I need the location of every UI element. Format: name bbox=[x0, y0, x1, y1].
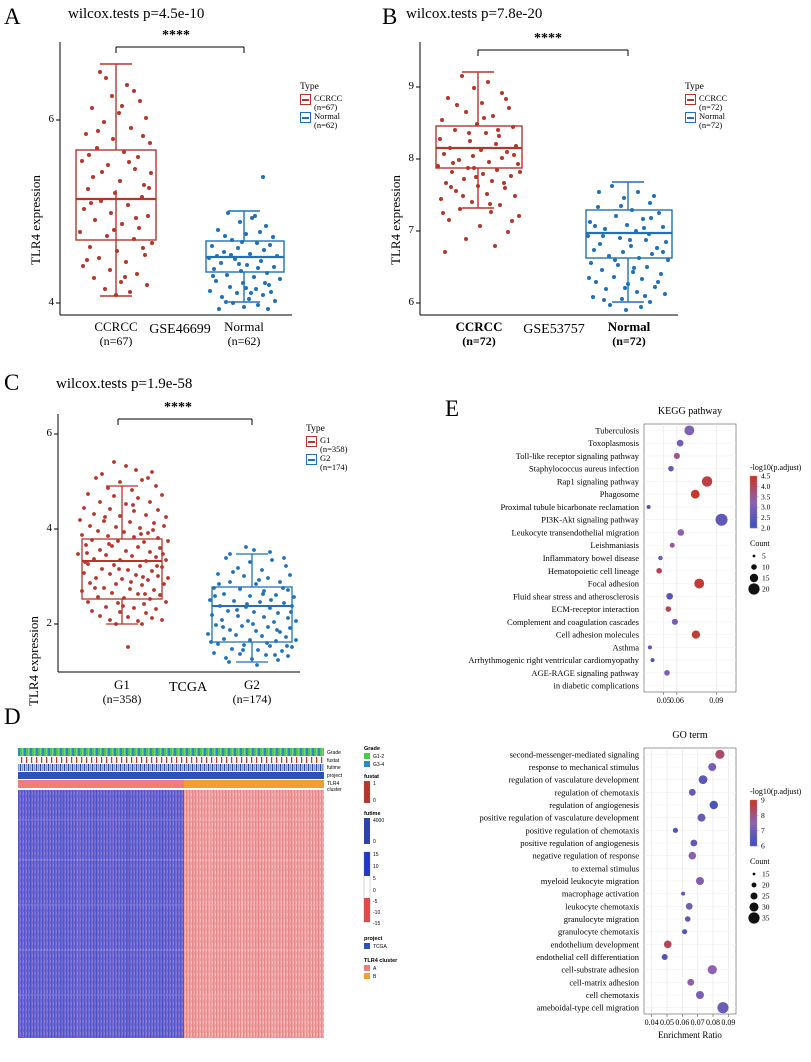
panel-a-cat-0-sub: (n=67) bbox=[99, 334, 133, 348]
panel-b-legend-item-0 bbox=[685, 94, 727, 111]
svg-text:Grade: Grade bbox=[364, 746, 380, 752]
panel-b-legend-label-0: CCRCC bbox=[699, 93, 728, 103]
panel-b-ytick-0: 6 bbox=[408, 296, 414, 308]
go-svg-dot bbox=[690, 840, 697, 847]
go-svg-dot bbox=[686, 903, 693, 910]
svg-text:-10: -10 bbox=[373, 910, 381, 916]
panel-c-cat-1-sub: (n=174) bbox=[232, 692, 272, 706]
svg-text:1: 1 bbox=[373, 781, 376, 787]
panel-c bbox=[0, 362, 440, 722]
kegg-svg-term-label: Asthma bbox=[612, 642, 639, 653]
go-svg-dot bbox=[673, 828, 678, 833]
panel-c-legend-item-1 bbox=[306, 454, 347, 471]
panel-c-middle-label: TCGA bbox=[168, 680, 208, 695]
go-svg-term-label: cell-substrate adhesion bbox=[561, 964, 639, 975]
panel-c-significance: **** bbox=[164, 400, 192, 415]
go-svg-dot bbox=[699, 775, 708, 784]
legend-key-g1 bbox=[306, 436, 317, 447]
go-svg-size-key bbox=[752, 883, 757, 888]
kegg-svg-dot bbox=[702, 476, 712, 486]
go-svg-xtick: 0.04 bbox=[644, 1018, 659, 1027]
panel-c-letter: C bbox=[4, 370, 20, 395]
kegg-svg-term-label: AGE-RAGE signaling pathway bbox=[531, 667, 639, 678]
svg-text:project: project bbox=[364, 936, 383, 942]
go-svg-dot bbox=[681, 892, 685, 896]
panel-b-legend-sub-1: (n=72) bbox=[699, 119, 723, 130]
go-svg-term-label: ameboidal-type cell migration bbox=[536, 1002, 639, 1013]
panel-b-legend-label-1: Normal bbox=[699, 111, 725, 121]
kegg-svg-size-tick: 20 bbox=[762, 584, 770, 594]
kegg-svg-dot bbox=[656, 568, 662, 574]
track-label-fustat: fustat bbox=[327, 758, 340, 764]
kegg-svg-term-label: Staphylococcus aureus infection bbox=[529, 463, 639, 474]
go-dotplot bbox=[440, 722, 811, 1062]
panel-b-ytick-1: 7 bbox=[408, 224, 414, 236]
kegg-svg-dot bbox=[691, 490, 700, 499]
panel-b-cat-0: CCRCC bbox=[455, 319, 503, 334]
kegg-svg-dot bbox=[666, 593, 673, 600]
kegg-svg-xtick: 0.09 bbox=[709, 696, 724, 705]
panel-a-ytick-1: 6 bbox=[48, 113, 54, 125]
kegg-svg-color-tick: 3.5 bbox=[761, 492, 771, 502]
kegg-svg-color-tick: 4.0 bbox=[761, 481, 771, 491]
go-svg-xtick: 0.09 bbox=[721, 1018, 736, 1027]
kegg-svg-xtick: 0.05 bbox=[656, 696, 671, 705]
panel-b-significance: **** bbox=[534, 31, 562, 46]
go-svg-term-label: leukocyte chemotaxis bbox=[565, 901, 639, 912]
go-svg-term-label: cell chemotaxis bbox=[585, 990, 639, 1000]
go-svg-size-key bbox=[753, 873, 756, 876]
kegg-svg-dot bbox=[674, 453, 680, 459]
go-svg-dot bbox=[715, 750, 724, 759]
panel-c-cat-0: G1 bbox=[114, 677, 130, 692]
track-label-project: project bbox=[327, 773, 343, 779]
svg-text:futime: futime bbox=[364, 811, 381, 817]
kegg-svg-dot bbox=[647, 505, 651, 509]
kegg-svg-size-key bbox=[751, 564, 757, 570]
go-svg-size-tick: 20 bbox=[762, 880, 770, 890]
panel-a-legend-item-1 bbox=[300, 112, 342, 129]
panel-c-cat-0-sub: (n=358) bbox=[102, 692, 142, 706]
svg-text:0: 0 bbox=[373, 888, 376, 894]
panel-e bbox=[440, 390, 811, 1062]
panel-b-letter: B bbox=[382, 4, 398, 29]
kegg-svg-title: KEGG pathway bbox=[657, 406, 723, 417]
panel-a-cat-1-sub: (n=62) bbox=[227, 334, 261, 348]
go-svg-title: GO term bbox=[672, 730, 708, 741]
svg-text:-15: -15 bbox=[373, 921, 381, 927]
kegg-svg-term-label: Focal adhesion bbox=[587, 578, 639, 589]
kegg-svg-term-label: Complement and coagulation cascades bbox=[507, 616, 639, 627]
go-svg-term-label: negative regulation of response bbox=[532, 850, 639, 861]
go-svg-dot bbox=[696, 877, 704, 885]
kegg-svg-size-tick: 15 bbox=[762, 573, 770, 583]
kegg-dotplot bbox=[440, 398, 811, 728]
go-svg-dot bbox=[664, 941, 672, 949]
go-svg-term-label: positive regulation of vasculature development bbox=[479, 812, 639, 823]
panel-c-title: wilcox.tests p=1.9e-58 bbox=[56, 376, 193, 392]
svg-text:4000: 4000 bbox=[373, 818, 385, 824]
go-svg-xtick: 0.07 bbox=[690, 1018, 705, 1027]
go-svg-size-tick: 30 bbox=[762, 902, 770, 912]
kegg-svg-dot bbox=[664, 670, 670, 676]
svg-text:G3-4: G3-4 bbox=[373, 762, 385, 768]
panel-a-letter: A bbox=[4, 4, 21, 29]
kegg-svg-term-label: Hematopoietic cell lineage bbox=[547, 565, 639, 576]
go-svg-term-label: granulocyte migration bbox=[563, 914, 639, 924]
kegg-svg-dot bbox=[694, 579, 704, 589]
kegg-svg-dot bbox=[677, 529, 684, 536]
kegg-svg-term-label: Phagosome bbox=[599, 489, 639, 500]
panel-b-middle-label: GSE53757 bbox=[523, 322, 585, 337]
panel-c-cat-1: G2 bbox=[244, 677, 260, 692]
go-svg-size-key bbox=[748, 912, 759, 923]
panel-a-legend-title: Type bbox=[300, 82, 319, 92]
go-svg-term-label: regulation of vasculature development bbox=[508, 774, 639, 785]
go-svg-dot bbox=[689, 852, 697, 860]
go-svg-size-key bbox=[751, 893, 758, 900]
svg-text:10: 10 bbox=[373, 864, 379, 870]
kegg-svg-term-label: Leukocyte transendothelial migration bbox=[511, 527, 639, 538]
kegg-svg-term-label: Proximal tubule bicarbonate reclamation bbox=[500, 501, 639, 512]
panel-a-middle-label: GSE46699 bbox=[149, 322, 211, 337]
panel-a-ytick-0: 4 bbox=[48, 296, 54, 308]
go-svg-dot bbox=[687, 979, 694, 986]
go-svg-color-tick: 6 bbox=[761, 841, 765, 851]
panel-b-legend-title: Type bbox=[685, 82, 704, 92]
panel-e-letter: E bbox=[445, 396, 460, 421]
track-label-grade: Grade bbox=[327, 750, 341, 756]
panel-c-legend-sub-0: (n=358) bbox=[320, 443, 348, 454]
kegg-svg-term-label: in diabetic complications bbox=[553, 680, 639, 691]
kegg-svg-size-tick: 10 bbox=[762, 562, 770, 572]
kegg-svg-xtick: 0.06 bbox=[669, 696, 684, 705]
kegg-svg-term-label: Rap1 signaling pathway bbox=[556, 476, 639, 487]
go-svg-xaxis-title: Enrichment Ratio bbox=[658, 1030, 722, 1040]
svg-text:0: 0 bbox=[373, 839, 376, 845]
kegg-svg-color-tick: 3.0 bbox=[761, 502, 771, 512]
go-svg-dot bbox=[708, 763, 716, 771]
panel-b-legend-sub-0: (n=72) bbox=[699, 101, 723, 112]
go-svg-term-label: regulation of angiogenesis bbox=[549, 800, 639, 810]
legend-key-normal bbox=[300, 112, 311, 123]
legend-key-ccrcc bbox=[685, 94, 696, 105]
go-svg-color-legend-title: -log10(p.adjust) bbox=[750, 787, 802, 796]
go-svg-dot bbox=[708, 965, 717, 974]
kegg-svg-term-label: ECM-receptor interaction bbox=[551, 604, 639, 615]
svg-text:G1-2: G1-2 bbox=[373, 754, 385, 760]
go-svg-term-label: second-messenger-mediated signaling bbox=[509, 749, 639, 760]
go-svg-term-label: endothelium development bbox=[550, 939, 639, 950]
kegg-svg-term-label: Inflammatory bowel disease bbox=[542, 553, 639, 563]
panel-b-cat-1: Normal bbox=[607, 319, 651, 334]
panel-a-cat-1: Normal bbox=[224, 319, 264, 334]
panel-c-ytick-0: 2 bbox=[46, 617, 52, 629]
kegg-svg-term-label: Leishmaniasis bbox=[590, 540, 639, 551]
panel-d bbox=[0, 700, 440, 1062]
kegg-svg-term-label: Tuberculosis bbox=[595, 425, 639, 436]
kegg-svg-size-legend-title: Count bbox=[750, 539, 770, 548]
kegg-svg-dot bbox=[716, 514, 728, 526]
panel-b-ylabel: TLR4 expression bbox=[388, 175, 403, 265]
panel-b bbox=[378, 0, 811, 355]
kegg-svg-dot bbox=[651, 658, 655, 662]
go-svg-color-tick: 9 bbox=[761, 795, 765, 805]
svg-text:0: 0 bbox=[373, 798, 376, 804]
kegg-svg-dot bbox=[692, 630, 700, 638]
panel-c-legend-title: Type bbox=[306, 424, 325, 434]
go-svg-xtick: 0.08 bbox=[706, 1018, 720, 1027]
kegg-svg-size-tick: 5 bbox=[762, 551, 766, 561]
panel-a-plot bbox=[0, 0, 390, 355]
panel-b-legend-item-1 bbox=[685, 112, 727, 129]
legend-key-ccrcc bbox=[300, 94, 311, 105]
go-svg-term-label: response to mechanical stimulus bbox=[528, 762, 639, 772]
legend-key-g2 bbox=[306, 454, 317, 465]
svg-text:A: A bbox=[373, 966, 377, 972]
panel-a-significance: **** bbox=[162, 28, 190, 43]
go-svg-term-label: to external stimulus bbox=[571, 863, 639, 874]
kegg-svg-term-label: Toll-like receptor signaling pathway bbox=[515, 450, 639, 461]
kegg-svg-dot bbox=[677, 440, 684, 447]
go-svg-term-label: positive regulation of angiogenesis bbox=[520, 838, 639, 848]
kegg-svg-color-tick: 4.5 bbox=[761, 471, 771, 481]
panel-c-legend-sub-1: (n=174) bbox=[320, 461, 348, 472]
go-svg-xtick: 0.06 bbox=[675, 1018, 690, 1027]
svg-text:5: 5 bbox=[373, 876, 376, 882]
panel-c-legend-label-1: G2 bbox=[320, 453, 331, 463]
svg-text:TLR4 cluster: TLR4 cluster bbox=[364, 958, 398, 964]
panel-c-legend-label-0: G1 bbox=[320, 435, 331, 445]
panel-c-ytick-2: 6 bbox=[46, 427, 52, 439]
go-svg-term-label: positive regulation of chemotaxis bbox=[525, 825, 639, 836]
kegg-svg-dot bbox=[670, 543, 675, 548]
svg-text:B: B bbox=[373, 974, 377, 980]
svg-text:15: 15 bbox=[373, 852, 379, 858]
kegg-svg-term-label: Toxoplasmosis bbox=[588, 438, 639, 449]
go-svg-size-legend-title: Count bbox=[750, 857, 770, 866]
kegg-svg-term-label: Cell adhesion molecules bbox=[555, 629, 639, 640]
panel-b-ytick-2: 8 bbox=[408, 152, 414, 164]
panel-a-title: wilcox.tests p=4.5e-10 bbox=[68, 6, 205, 22]
panel-a-legend-label-1: Normal bbox=[314, 111, 340, 121]
kegg-svg-dot bbox=[668, 466, 674, 472]
kegg-svg-dot bbox=[648, 645, 652, 649]
panel-b-title: wilcox.tests p=7.8e-20 bbox=[406, 6, 543, 22]
kegg-svg-term-label: Fluid shear stress and atherosclerosis bbox=[512, 591, 639, 602]
kegg-svg-dot bbox=[684, 425, 694, 435]
panel-d-letter: D bbox=[4, 704, 21, 729]
go-svg-size-tick: 35 bbox=[762, 913, 770, 923]
kegg-svg-color-tick: 2.5 bbox=[761, 513, 771, 523]
track-label-cluster: TLR4 bbox=[327, 781, 340, 787]
panel-b-ytick-3: 9 bbox=[408, 80, 414, 92]
go-svg-dot bbox=[662, 954, 668, 960]
go-svg-term-label: granulocyte chemotaxis bbox=[558, 926, 639, 937]
kegg-svg-size-key bbox=[753, 555, 756, 558]
kegg-svg-term-label: PI3K-Akt signaling pathway bbox=[541, 514, 639, 525]
go-svg-term-label: myeloid leukocyte migration bbox=[540, 876, 639, 886]
panel-c-ytick-1: 4 bbox=[46, 522, 52, 534]
panel-c-ylabel: TLR4 expression bbox=[26, 616, 41, 706]
panel-c-legend-item-0 bbox=[306, 436, 347, 453]
panel-a-legend-label-0: CCRCC bbox=[314, 93, 343, 103]
go-svg-dot bbox=[698, 814, 706, 822]
go-svg-dot bbox=[710, 801, 718, 809]
go-svg-term-label: cell-matrix adhesion bbox=[569, 977, 639, 988]
go-svg-size-tick: 25 bbox=[762, 891, 770, 901]
panel-b-legend bbox=[685, 82, 727, 130]
go-svg-dot bbox=[685, 916, 691, 922]
go-svg-dot bbox=[717, 1002, 728, 1013]
go-svg-term-label: regulation of chemotaxis bbox=[554, 787, 639, 798]
go-svg-dot bbox=[689, 789, 696, 796]
panel-a-legend-item-0 bbox=[300, 94, 342, 111]
kegg-svg-term-label: Arrhythmogenic right ventricular cardiomyopathy bbox=[468, 655, 639, 666]
panel-a-ylabel: TLR4 expression bbox=[28, 175, 43, 265]
panel-a-legend-sub-0: (n=67) bbox=[314, 101, 338, 112]
go-svg-dot bbox=[696, 991, 704, 999]
kegg-svg-dot bbox=[666, 606, 672, 612]
panel-b-cat-0-sub: (n=72) bbox=[462, 334, 496, 348]
panel-b-cat-1-sub: (n=72) bbox=[612, 334, 646, 348]
go-svg-xtick: 0.05 bbox=[660, 1018, 674, 1027]
go-svg-size-tick: 15 bbox=[762, 869, 770, 879]
panel-a-legend bbox=[300, 82, 342, 130]
go-svg-term-label: macrophage activation bbox=[561, 888, 639, 899]
go-svg-color-tick: 8 bbox=[761, 810, 765, 820]
panel-c-legend bbox=[306, 424, 347, 472]
go-svg-color-tick: 7 bbox=[761, 826, 765, 836]
panel-a-legend-sub-1: (n=62) bbox=[314, 119, 338, 130]
kegg-svg-color-legend-title: -log10(p.adjust) bbox=[750, 463, 802, 472]
panel-a bbox=[0, 0, 390, 355]
panel-b-plot bbox=[378, 0, 811, 355]
panel-c-plot bbox=[0, 362, 440, 722]
kegg-svg-size-key bbox=[748, 583, 759, 594]
go-svg-dot bbox=[682, 929, 687, 934]
kegg-svg-dot bbox=[672, 619, 678, 625]
go-svg-term-label: endothelial cell differentiation bbox=[536, 952, 639, 962]
go-svg-size-key bbox=[749, 902, 758, 911]
panel-d-heatmap bbox=[0, 700, 440, 1062]
kegg-svg-dot bbox=[658, 556, 663, 561]
panel-a-cat-0: CCRCC bbox=[94, 319, 138, 334]
track-label-cluster2: cluster bbox=[327, 787, 342, 793]
svg-text:-5: -5 bbox=[373, 899, 378, 905]
svg-text:fustat: fustat bbox=[364, 774, 379, 780]
kegg-svg-size-key bbox=[750, 574, 758, 582]
kegg-svg-color-tick: 2.0 bbox=[761, 523, 771, 533]
legend-key-normal bbox=[685, 112, 696, 123]
track-label-futime: futime bbox=[327, 765, 341, 771]
svg-text:TCGA: TCGA bbox=[373, 944, 387, 950]
